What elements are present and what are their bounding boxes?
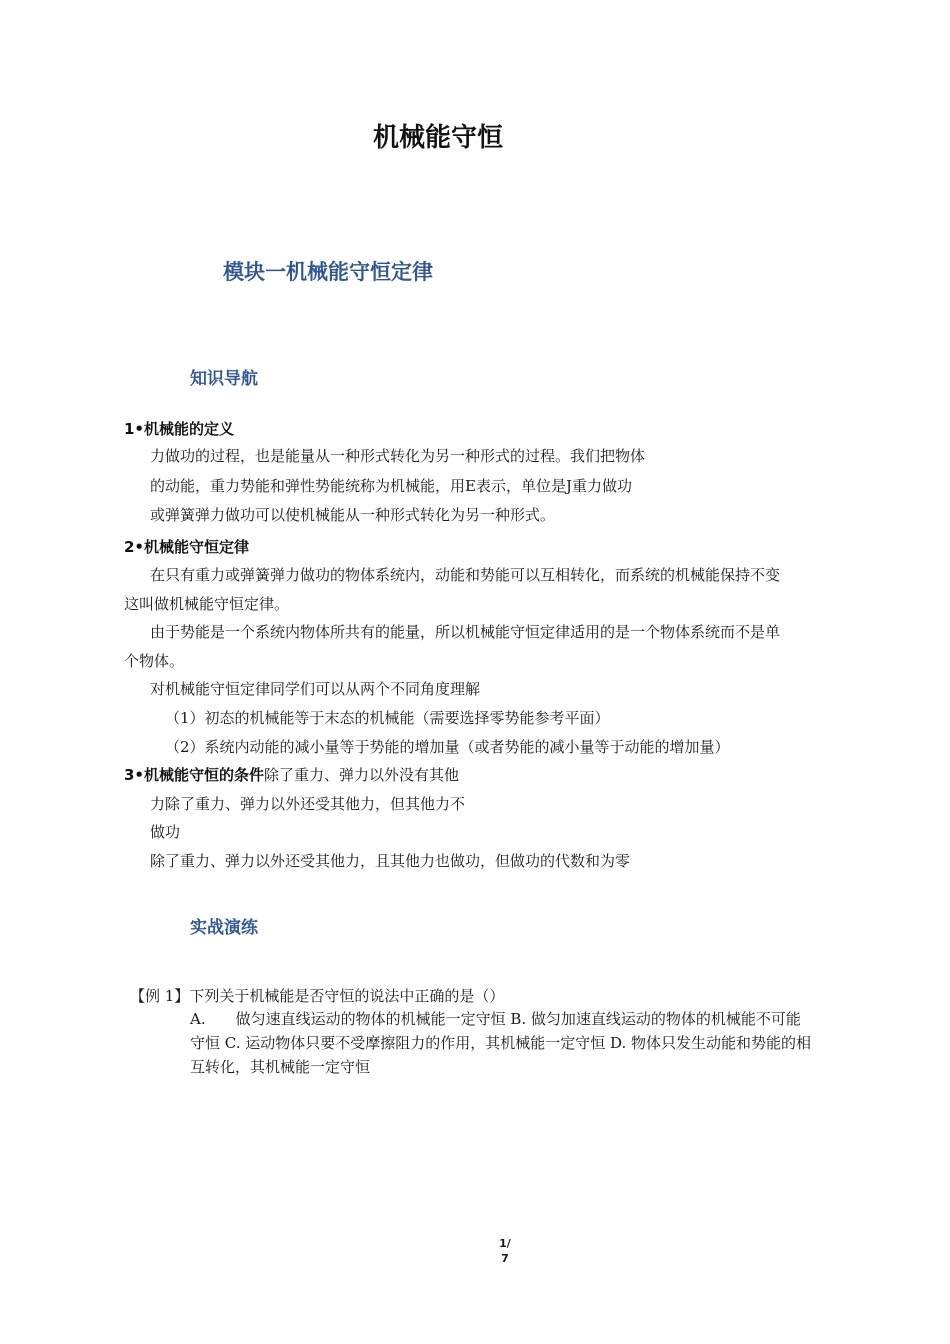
page-number: 1/	[499, 1237, 511, 1250]
section-2-line: 个物体。	[124, 652, 185, 670]
module-heading: 模块一机械能守恒定律	[223, 260, 433, 284]
section-2-line: （1）初态的机械能等于末态的机械能（需要选择零势能参考平面）	[165, 709, 610, 727]
section-2-line: 由于势能是一个系统内物体所共有的能量，所以机械能守恒定律适用的是一个物体系统而不是单	[150, 623, 781, 641]
section-3-line: 力除了重力、弹力以外还受其他力，但其他力不	[150, 795, 466, 813]
section-2-line: （2）系统内动能的减小量等于势能的增加量（或者势能的减小量等于动能的增加量）	[165, 738, 730, 756]
section-2-line: 对机械能守恒定律同学们可以从两个不同角度理解	[150, 680, 481, 698]
example-1-options-line: A. 做匀速直线运动的物体的机械能一定守恒 B. 做匀加速直线运动的物体的机械能不可能	[190, 1010, 801, 1028]
section-3-inline-text: 除了重力、弹力以外没有其他	[264, 766, 460, 784]
section-1-line: 的动能，重力势能和弹性势能统称为机械能，用E表示，单位是J重力做功	[150, 477, 632, 495]
nav-heading: 知识导航	[190, 369, 258, 389]
section-2-line: 在只有重力或弹簧弹力做功的物体系统内，动能和势能可以互相转化，而系统的机械能保持不变	[150, 566, 781, 584]
section-1-heading: 1•机械能的定义	[124, 420, 235, 438]
section-2-line: 这叫做机械能守恒定律。	[124, 595, 290, 613]
document-title: 机械能守恒	[373, 123, 504, 153]
example-1-options-line: 守恒 C. 运动物体只要不受摩擦阻力的作用，其机械能一定守恒 D. 物体只发生动能和势能的相	[190, 1034, 812, 1052]
section-3-line: 做功	[150, 823, 181, 841]
example-1-options-line: 互转化，其机械能一定守恒	[190, 1058, 371, 1076]
section-3-first-line	[124, 765, 459, 785]
page-footer	[490, 1236, 520, 1266]
section-1-line: 力做功的过程，也是能量从一种形式转化为另一种形式的过程。我们把物体	[150, 447, 646, 465]
example-1-label: 【例 1】	[130, 987, 190, 1005]
section-3-heading: 3•机械能守恒的条件	[124, 766, 265, 784]
example-1-question	[130, 986, 504, 1006]
section-1-line: 或弹簧弹力做功可以使机械能从一种形式转化为另一种形式。	[150, 506, 556, 524]
example-1-question-text: 下列关于机械能是否守恒的说法中正确的是（）	[189, 987, 505, 1005]
page-total: 7	[501, 1252, 509, 1265]
practice-heading: 实战演练	[190, 918, 258, 938]
section-2-heading: 2•机械能守恒定律	[124, 538, 250, 556]
section-3-line: 除了重力、弹力以外还受其他力，且其他力也做功，但做功的代数和为零	[150, 852, 631, 870]
